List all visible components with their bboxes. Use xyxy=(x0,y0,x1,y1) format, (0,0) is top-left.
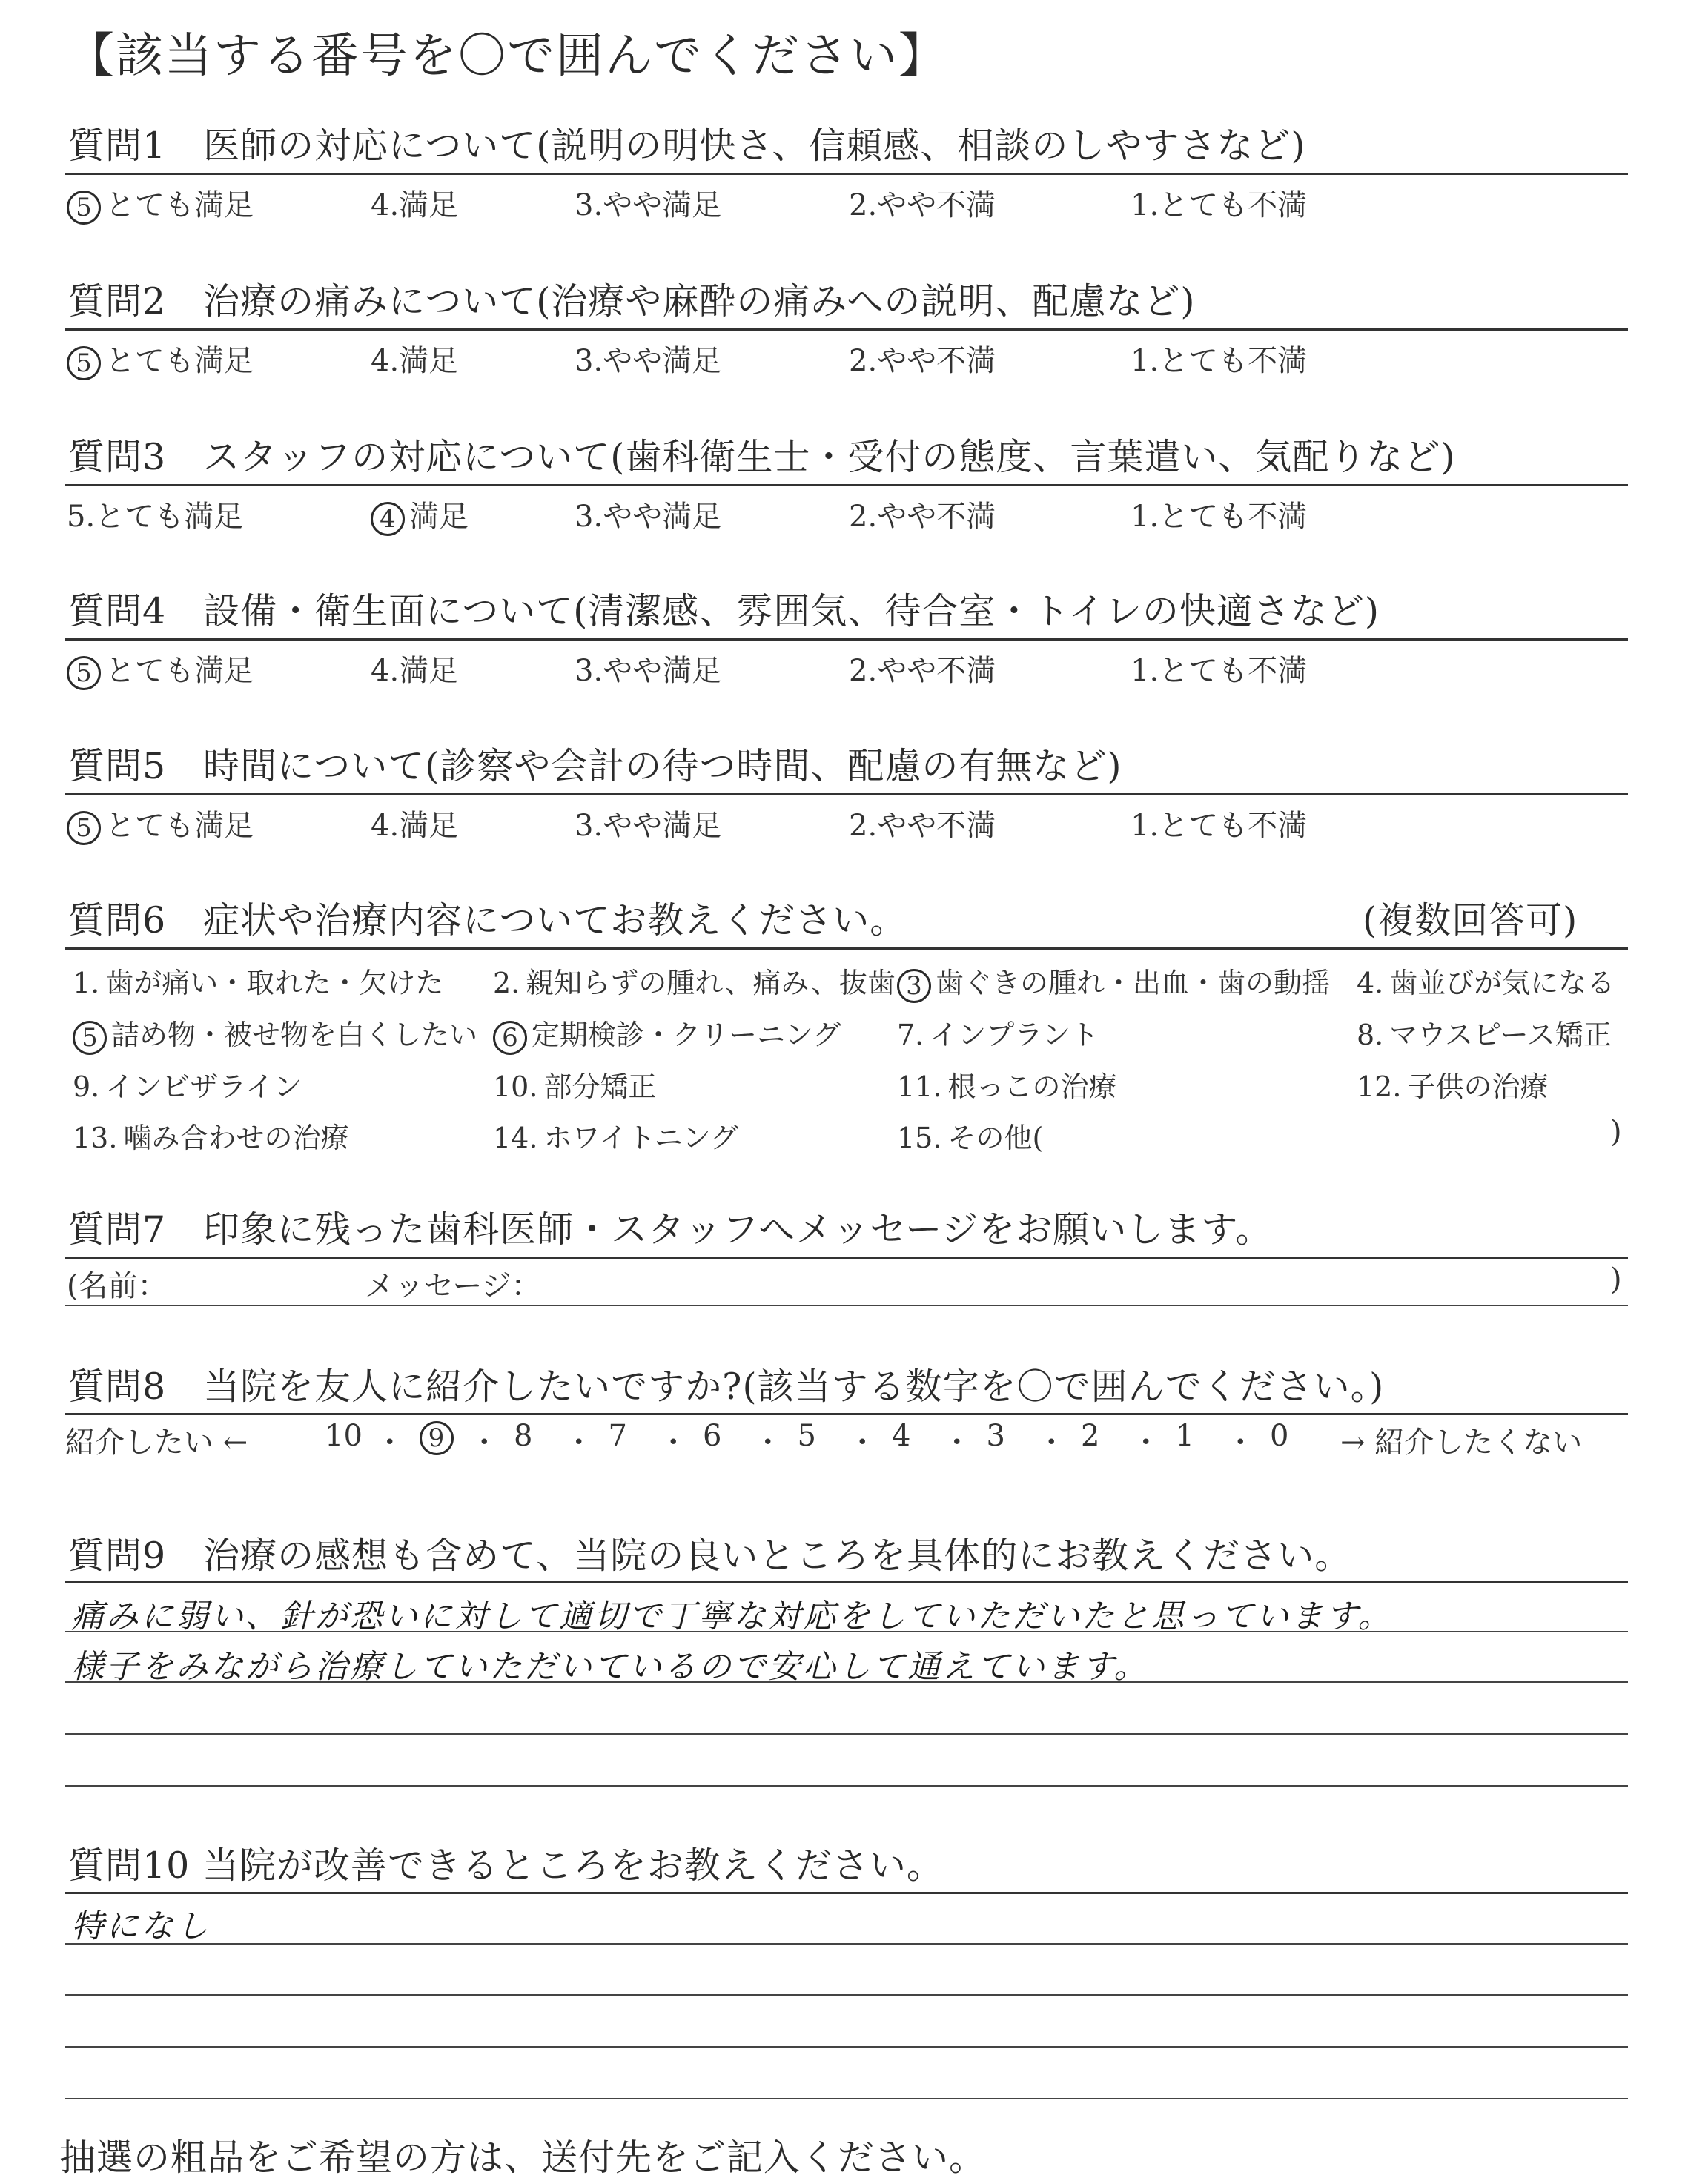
q6-option-number: 15. xyxy=(897,1122,942,1154)
q8-title: 質問8 当院を友人に紹介したいですか?(該当する数字を〇で囲んでください。) xyxy=(68,1366,1385,1408)
q6-option-label: インプラント xyxy=(930,1019,1099,1051)
q3-option-number: 1. xyxy=(1131,500,1159,534)
q3-selected-circle-icon: 4 xyxy=(371,502,405,536)
q3-option-number: 3. xyxy=(575,500,603,534)
q2-option-label: やや満足 xyxy=(603,344,722,378)
q5-option-number: 3. xyxy=(575,809,603,843)
q8-scale-4[interactable]: 4 xyxy=(892,1419,911,1453)
q6-option-number: 9. xyxy=(73,1070,100,1103)
q3-option-number: 5. xyxy=(67,500,96,534)
q5-rule xyxy=(65,793,1628,795)
q5-option-number: 1. xyxy=(1131,809,1159,843)
q4-option-2[interactable] xyxy=(849,647,996,689)
q7-message-line xyxy=(65,1305,1628,1306)
q5-option-number: 2. xyxy=(849,809,878,843)
q1-option-1[interactable] xyxy=(1131,182,1307,224)
q4-option-label: やや満足 xyxy=(603,654,722,688)
q4-option-label: やや不満 xyxy=(877,654,996,688)
q1-option-2[interactable] xyxy=(849,182,996,224)
q1-option-label: とても不満 xyxy=(1159,188,1308,222)
q6-option-label: 親知らずの腫れ、痛み、抜歯 xyxy=(526,967,896,999)
q10-title: 質問10 当院が改善できるところをお教えください。 xyxy=(68,1844,944,1887)
q1-option-label: とても満足 xyxy=(105,188,254,222)
q6-option-7[interactable] xyxy=(897,1012,1099,1053)
q1-rule xyxy=(65,173,1628,175)
q3-title: 質問3 スタッフの対応について(歯科衛生士・受付の態度、言葉遣い、気配りなど) xyxy=(68,436,1456,478)
q6-option-label: マウスピース矯正 xyxy=(1389,1019,1612,1051)
q6-selected-circle-icon: 5 xyxy=(73,1021,107,1055)
q2-rule xyxy=(65,328,1628,331)
q5-option-1[interactable] xyxy=(1131,802,1307,844)
q6-option-5[interactable] xyxy=(73,1012,477,1055)
q4-title: 質問4 設備・衛生面について(清潔感、雰囲気、待合室・トイレの快適さなど) xyxy=(68,590,1380,632)
q8-scale-separator: ・ xyxy=(563,1426,594,1460)
q6-option-number: 14. xyxy=(493,1122,538,1154)
q8-scale-6[interactable]: 6 xyxy=(703,1419,722,1453)
q2-option-5[interactable] xyxy=(67,337,254,380)
q8-scale-separator: ・ xyxy=(374,1426,405,1460)
q1-option-5[interactable] xyxy=(67,182,254,225)
q3-option-label: 満足 xyxy=(409,500,469,534)
q6-option-9[interactable] xyxy=(73,1064,302,1105)
q6-option-number: 1. xyxy=(73,967,100,999)
q4-option-number: 3. xyxy=(575,654,603,688)
q9-title: 質問9 治療の感想も含めて、当院の良いところを具体的にお教えください。 xyxy=(68,1535,1352,1577)
q6-option-number: 11. xyxy=(897,1070,942,1103)
q6-option-number: 8. xyxy=(1357,1019,1384,1051)
q6-option-15[interactable] xyxy=(897,1115,1043,1156)
q10-line-2 xyxy=(65,1994,1628,1996)
q8-rule xyxy=(65,1413,1628,1415)
q3-rule xyxy=(65,484,1628,486)
q9-answer-line-1: 痛みに弱い、針が恐いに対して適切で丁寧な対応をしていただいたと思っています。 xyxy=(71,1598,1393,1635)
q4-option-4[interactable] xyxy=(371,647,458,689)
q1-option-number: 2. xyxy=(849,188,878,222)
form-header: 【該当する番号を〇で囲んでください】 xyxy=(67,29,947,84)
q6-option-label: その他( xyxy=(947,1122,1044,1154)
q6-option-14[interactable] xyxy=(493,1115,738,1156)
q5-selected-circle-icon: 5 xyxy=(67,811,101,845)
q6-option-3[interactable] xyxy=(897,960,1330,1003)
q9-line-2 xyxy=(65,1681,1628,1683)
q10-rule xyxy=(65,1892,1628,1894)
q4-option-5[interactable] xyxy=(67,647,254,690)
q4-option-3[interactable] xyxy=(575,647,721,689)
q6-other-close-paren: ) xyxy=(1610,1115,1622,1149)
q8-right-label: → 紹介したくない xyxy=(1340,1426,1583,1460)
q9-line-1 xyxy=(65,1631,1628,1632)
q8-scale-9[interactable] xyxy=(420,1419,458,1455)
q8-scale-separator: ・ xyxy=(469,1426,500,1460)
q5-option-3[interactable] xyxy=(575,802,721,844)
q10-line-1 xyxy=(65,1943,1628,1945)
q4-option-number: 4. xyxy=(371,654,400,688)
q1-option-3[interactable] xyxy=(575,182,721,224)
q4-rule xyxy=(65,638,1628,641)
q6-option-number: 2. xyxy=(493,967,520,999)
q8-scale-5[interactable]: 5 xyxy=(797,1419,816,1453)
q6-multiple-note: (複数回答可) xyxy=(1363,899,1578,941)
q6-option-number: 10. xyxy=(493,1070,538,1103)
q8-scale-8[interactable]: 8 xyxy=(514,1419,533,1453)
q5-option-2[interactable] xyxy=(849,802,996,844)
q9-answer-line-2: 様子をみながら治療していただいているので安心して通えています。 xyxy=(71,1648,1149,1686)
q5-option-label: とても満足 xyxy=(105,809,254,843)
q3-option-4[interactable] xyxy=(371,493,469,536)
q3-option-3[interactable] xyxy=(575,493,721,535)
q8-scale-3[interactable]: 3 xyxy=(986,1419,1005,1453)
q8-scale-separator: ・ xyxy=(1036,1426,1067,1460)
q8-scale-0[interactable]: 0 xyxy=(1270,1419,1289,1453)
q8-scale-separator: ・ xyxy=(1225,1426,1256,1460)
q9-rule xyxy=(65,1581,1628,1583)
q6-option-label: ホワイトニング xyxy=(543,1122,739,1154)
q9-line-4 xyxy=(65,1785,1628,1787)
q2-option-1[interactable] xyxy=(1131,337,1307,380)
q6-option-10[interactable] xyxy=(493,1064,656,1105)
q4-option-label: 満足 xyxy=(399,654,459,688)
q5-option-5[interactable] xyxy=(67,802,254,845)
q10-line-4 xyxy=(65,2098,1628,2099)
q6-option-number: 7. xyxy=(897,1019,924,1051)
q2-option-number: 3. xyxy=(575,344,603,378)
q7-name-label: (名前： xyxy=(67,1269,168,1303)
q6-option-label: 噛み合わせの治療 xyxy=(123,1122,349,1154)
q4-selected-circle-icon: 5 xyxy=(67,656,101,690)
q7-rule xyxy=(65,1257,1628,1259)
q1-option-label: やや満足 xyxy=(603,188,722,222)
q6-option-4[interactable] xyxy=(1357,960,1615,1001)
q8-scale-10[interactable]: 10 xyxy=(325,1419,363,1453)
q6-option-6[interactable] xyxy=(493,1012,841,1055)
q2-option-label: 満足 xyxy=(399,344,459,378)
q5-option-label: やや満足 xyxy=(603,809,722,843)
q6-title: 質問6 症状や治療内容についてお教えください。 xyxy=(68,899,907,941)
q2-option-label: とても満足 xyxy=(105,344,254,378)
q6-rule xyxy=(65,947,1628,950)
q6-option-number: 13. xyxy=(73,1122,118,1154)
q6-option-number: 4. xyxy=(1357,967,1384,999)
q8-left-label: 紹介したい ← xyxy=(65,1426,248,1460)
q6-option-number: 12. xyxy=(1357,1070,1402,1103)
q6-option-label: 詰め物・被せ物を白くしたい xyxy=(111,1019,478,1051)
q5-option-number: 4. xyxy=(371,809,400,843)
q8-scale-1[interactable]: 1 xyxy=(1175,1419,1194,1453)
q3-option-5[interactable] xyxy=(67,493,243,535)
q4-option-number: 2. xyxy=(849,654,878,688)
q1-option-number: 1. xyxy=(1131,188,1159,222)
q3-option-label: とても満足 xyxy=(95,500,244,534)
q1-option-label: やや不満 xyxy=(877,188,996,222)
q10-line-3 xyxy=(65,2046,1628,2048)
q6-option-label: 根っこの治療 xyxy=(947,1070,1117,1103)
q6-option-12[interactable] xyxy=(1357,1064,1548,1105)
q2-option-number: 1. xyxy=(1131,344,1159,378)
q3-option-2[interactable] xyxy=(849,493,996,535)
q7-close-paren: ) xyxy=(1610,1262,1622,1297)
q8-selected-circle-icon: 9 xyxy=(420,1421,454,1455)
q8-scale-separator: ・ xyxy=(752,1426,783,1460)
q5-option-label: やや不満 xyxy=(877,809,996,843)
q6-selected-circle-icon: 6 xyxy=(493,1021,527,1055)
q1-option-label: 満足 xyxy=(399,188,459,222)
q2-option-4[interactable] xyxy=(371,337,458,380)
q5-title: 質問5 時間について(診察や会計の待つ時間、配慮の有無など) xyxy=(68,745,1122,787)
q4-option-label: とても満足 xyxy=(105,654,254,688)
q6-option-label: 定期検診・クリーニング xyxy=(532,1019,841,1051)
q3-option-label: やや不満 xyxy=(877,500,996,534)
q7-message-label: メッセージ： xyxy=(365,1269,541,1303)
q4-option-label: とても不満 xyxy=(1159,654,1308,688)
q6-option-label: インビザライン xyxy=(105,1070,302,1103)
q6-option-label: 部分矯正 xyxy=(543,1070,657,1103)
q6-option-1[interactable] xyxy=(73,960,443,1001)
q2-option-label: とても不満 xyxy=(1159,344,1308,378)
q2-title: 質問2 治療の痛みについて(治療や麻酔の痛みへの説明、配慮など) xyxy=(68,280,1196,322)
q5-option-label: 満足 xyxy=(399,809,459,843)
q4-option-number: 1. xyxy=(1131,654,1159,688)
q7-title: 質問7 印象に残った歯科医師・スタッフへメッセージをお願いします。 xyxy=(68,1208,1273,1251)
q6-option-label: 歯ぐきの腫れ・出血・歯の動揺 xyxy=(936,967,1331,999)
q8-scale-separator: ・ xyxy=(847,1426,878,1460)
q8-scale-7[interactable]: 7 xyxy=(608,1419,627,1453)
q5-option-4[interactable] xyxy=(371,802,458,844)
q8-scale-separator: ・ xyxy=(1131,1426,1161,1460)
q6-option-13[interactable] xyxy=(73,1115,348,1156)
q2-option-number: 2. xyxy=(849,344,878,378)
q1-title: 質問1 医師の対応について(説明の明快さ、信頼感、相談のしやすさなど) xyxy=(68,125,1306,167)
q8-scale-2[interactable]: 2 xyxy=(1081,1419,1100,1453)
q4-option-1[interactable] xyxy=(1131,647,1307,689)
q10-answer-line-1: 特になし xyxy=(71,1907,211,1945)
q1-selected-circle-icon: 5 xyxy=(67,191,101,225)
q3-option-1[interactable] xyxy=(1131,493,1307,535)
q6-option-label: 歯並びが気になる xyxy=(1389,967,1615,999)
q6-option-8[interactable] xyxy=(1357,1012,1612,1053)
q2-selected-circle-icon: 5 xyxy=(67,346,101,380)
q6-selected-circle-icon: 3 xyxy=(897,969,931,1003)
q2-option-number: 4. xyxy=(371,344,400,378)
q8-scale-separator: ・ xyxy=(941,1426,972,1460)
q3-option-number: 2. xyxy=(849,500,878,534)
q2-option-label: やや不満 xyxy=(877,344,996,378)
q6-option-11[interactable] xyxy=(897,1064,1116,1105)
q6-option-2[interactable] xyxy=(493,960,896,1001)
q5-option-label: とても不満 xyxy=(1159,809,1308,843)
q6-option-label: 子供の治療 xyxy=(1407,1070,1549,1103)
q1-option-number: 4. xyxy=(371,188,400,222)
footer-note: 抽選の粗品をご希望の方は、送付先をご記入ください。 xyxy=(59,2137,987,2179)
q9-line-3 xyxy=(65,1733,1628,1735)
q1-option-number: 3. xyxy=(575,188,603,222)
q3-option-label: やや満足 xyxy=(603,500,722,534)
q6-option-label: 歯が痛い・取れた・欠けた xyxy=(105,967,444,999)
q2-option-2[interactable] xyxy=(849,337,996,380)
q1-option-4[interactable] xyxy=(371,182,458,224)
q3-option-label: とても不満 xyxy=(1159,500,1308,534)
q8-scale-separator: ・ xyxy=(658,1426,689,1460)
q2-option-3[interactable] xyxy=(575,337,721,380)
